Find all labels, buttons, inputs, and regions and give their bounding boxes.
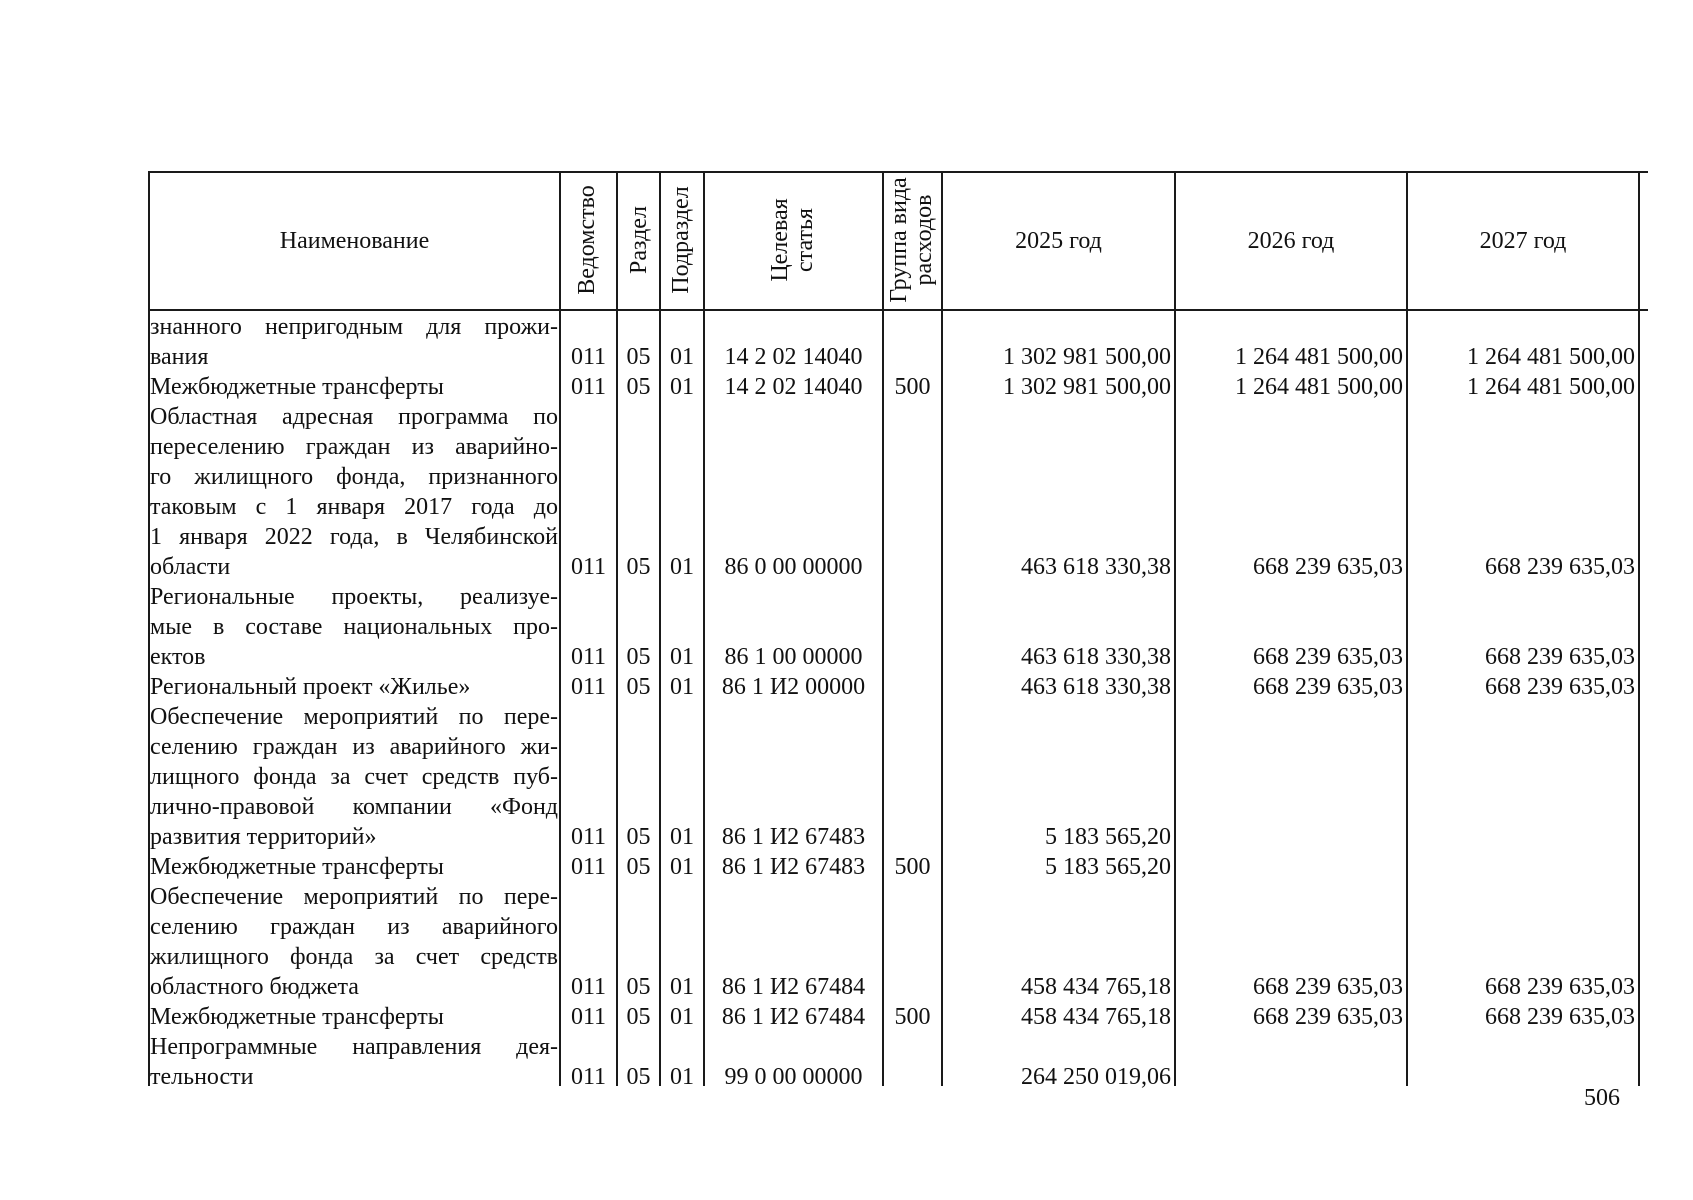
cell-gruppa <box>884 342 941 372</box>
row-name-line: селению граждан из аварийного жи- <box>150 734 558 760</box>
col-border-tselevaya <box>882 171 884 1086</box>
col-border-razdel <box>659 171 661 1086</box>
row-name-line: Межбюджетные трансферты <box>150 374 444 400</box>
cell-razdel: 05 <box>626 374 651 400</box>
cell-podrazdel: 01 <box>670 674 694 700</box>
row-name-line: таковым с 1 января 2017 года до <box>150 494 558 520</box>
cell-vedomstvo: 011 <box>570 644 607 670</box>
cell-2027: 1 264 481 500,00 <box>1467 374 1635 400</box>
row-name-line: Межбюджетные трансферты <box>150 854 444 880</box>
cell-gruppa <box>884 1062 941 1092</box>
cell-gruppa: 500 <box>894 374 931 400</box>
header-podrazdel: Подраздел <box>667 186 694 294</box>
cell-podrazdel: 01 <box>670 374 694 400</box>
cell-razdel: 05 <box>626 1004 651 1030</box>
cell-gruppa <box>884 552 941 582</box>
row-name <box>150 882 558 1002</box>
cell-gruppa <box>884 822 941 852</box>
cell-gruppa: 500 <box>894 1004 931 1030</box>
cell-razdel: 05 <box>626 974 651 1000</box>
row-name-line: Непрограммные направления дея- <box>150 1034 558 1060</box>
header-gruppa-line1: Группа вида <box>886 177 912 303</box>
cell-podrazdel: 01 <box>670 344 694 370</box>
cell-razdel: 05 <box>626 644 651 670</box>
cell-podrazdel: 01 <box>670 854 694 880</box>
cell-gruppa <box>884 672 941 702</box>
cell-tselevaya: 86 0 00 00000 <box>724 554 863 580</box>
cell-podrazdel: 01 <box>670 554 694 580</box>
cell-2026 <box>1176 1062 1403 1092</box>
row-name-line: области <box>150 554 231 580</box>
cell-2025: 458 434 765,18 <box>1021 974 1171 1000</box>
row-name <box>150 372 558 402</box>
cell-vedomstvo: 011 <box>570 824 607 850</box>
col-border-name <box>559 171 561 1086</box>
header-vedomstvo: Ведомство <box>573 185 600 295</box>
cell-2026 <box>1176 852 1403 882</box>
cell-podrazdel: 01 <box>670 974 694 1000</box>
row-name-line: переселению граждан из аварийно- <box>150 434 558 460</box>
cell-razdel: 05 <box>626 344 651 370</box>
row-name-line: лично-правовой компании «Фонд <box>150 794 558 820</box>
row-name-line: Областная адресная программа по <box>150 404 558 430</box>
col-border-podrazdel <box>703 171 705 1086</box>
row-name <box>150 1032 558 1092</box>
row-name-line: знанного непригодным для прожи- <box>150 314 558 340</box>
cell-podrazdel: 01 <box>670 1004 694 1030</box>
cell-2027: 668 239 635,03 <box>1485 644 1635 670</box>
cell-2027: 668 239 635,03 <box>1485 1004 1635 1030</box>
row-name-line: областного бюджета <box>150 974 359 1000</box>
row-name-line: лищного фонда за счет средств пуб- <box>150 764 558 790</box>
cell-podrazdel: 01 <box>670 1064 694 1090</box>
cell-vedomstvo: 011 <box>570 974 607 1000</box>
cell-2026: 1 264 481 500,00 <box>1235 374 1403 400</box>
header-name: Наименование <box>279 227 430 254</box>
cell-tselevaya: 86 1 И2 67484 <box>721 1004 866 1030</box>
header-gruppa <box>885 173 939 307</box>
cell-gruppa <box>884 642 941 672</box>
col-border-right <box>1638 171 1640 1086</box>
cell-2027: 1 264 481 500,00 <box>1467 344 1635 370</box>
row-name <box>150 702 558 852</box>
col-border-ved <box>616 171 618 1086</box>
cell-tselevaya: 14 2 02 14040 <box>724 344 863 370</box>
cell-razdel: 05 <box>626 554 651 580</box>
row-name-line: жилищного фонда за счет средств <box>150 944 558 970</box>
cell-2027: 668 239 635,03 <box>1485 974 1635 1000</box>
row-name-line: Межбюджетные трансферты <box>150 1004 444 1030</box>
row-name-line: вания <box>150 344 209 370</box>
row-name-line: 1 января 2022 года, в Челябинской <box>150 524 558 550</box>
row-name-line: го жилищного фонда, признанного <box>150 464 558 490</box>
cell-2025: 5 183 565,20 <box>1045 824 1171 850</box>
header-razdel: Раздел <box>625 206 652 274</box>
cell-2027: 668 239 635,03 <box>1485 554 1635 580</box>
header-2027: 2027 год <box>1479 227 1567 254</box>
cell-2026: 668 239 635,03 <box>1253 674 1403 700</box>
cell-2025: 1 302 981 500,00 <box>1003 344 1171 370</box>
cell-razdel: 05 <box>626 854 651 880</box>
cell-2027: 668 239 635,03 <box>1485 674 1635 700</box>
row-name <box>150 852 558 882</box>
cell-2025: 463 618 330,38 <box>1021 554 1171 580</box>
row-name <box>150 312 558 372</box>
cell-vedomstvo: 011 <box>570 854 607 880</box>
cell-vedomstvo: 011 <box>570 674 607 700</box>
row-name-line: Обеспечение мероприятий по пере- <box>150 884 558 910</box>
cell-2027 <box>1408 822 1635 852</box>
cell-tselevaya: 86 1 И2 67483 <box>721 854 866 880</box>
row-name <box>150 1002 558 1032</box>
cell-gruppa: 500 <box>894 854 931 880</box>
cell-vedomstvo: 011 <box>570 1004 607 1030</box>
row-name-line: тельности <box>150 1064 254 1090</box>
cell-2026: 1 264 481 500,00 <box>1235 344 1403 370</box>
cell-razdel: 05 <box>626 674 651 700</box>
cell-2025: 463 618 330,38 <box>1021 674 1171 700</box>
cell-2025: 5 183 565,20 <box>1045 854 1171 880</box>
cell-2026: 668 239 635,03 <box>1253 644 1403 670</box>
cell-vedomstvo: 011 <box>570 554 607 580</box>
cell-2026: 668 239 635,03 <box>1253 974 1403 1000</box>
row-name-line: Региональный проект «Жилье» <box>150 674 471 700</box>
cell-vedomstvo: 011 <box>570 1064 607 1090</box>
cell-vedomstvo: 011 <box>570 344 607 370</box>
header-2026: 2026 год <box>1247 227 1335 254</box>
cell-podrazdel: 01 <box>670 824 694 850</box>
header-tselevaya-line1: Целевая <box>767 198 793 282</box>
cell-2025: 458 434 765,18 <box>1021 1004 1171 1030</box>
row-name <box>150 672 558 702</box>
cell-gruppa <box>884 972 941 1002</box>
row-name-line: Региональные проекты, реализуе- <box>150 584 558 610</box>
row-name <box>150 402 558 582</box>
cell-razdel: 05 <box>626 1064 651 1090</box>
row-name <box>150 582 558 672</box>
cell-2026: 668 239 635,03 <box>1253 1004 1403 1030</box>
header-bottom-border <box>148 309 1648 311</box>
cell-tselevaya: 86 1 И2 00000 <box>721 674 866 700</box>
cell-2025: 1 302 981 500,00 <box>1003 374 1171 400</box>
cell-2027 <box>1408 852 1635 882</box>
cell-tselevaya: 86 1 И2 67484 <box>721 974 866 1000</box>
cell-podrazdel: 01 <box>670 644 694 670</box>
row-name-line: ектов <box>150 644 206 670</box>
page-number: 506 <box>1584 1085 1620 1111</box>
header-tselevaya-line2: статья <box>792 208 818 272</box>
cell-tselevaya: 86 1 И2 67483 <box>721 824 866 850</box>
cell-2025: 264 250 019,06 <box>1021 1064 1171 1090</box>
cell-vedomstvo: 011 <box>570 374 607 400</box>
row-name-line: селению граждан из аварийного <box>150 914 558 940</box>
header-2025: 2025 год <box>1015 227 1102 254</box>
row-name-line: мые в составе национальных про- <box>150 614 558 640</box>
cell-razdel: 05 <box>626 824 651 850</box>
cell-2026: 668 239 635,03 <box>1253 554 1403 580</box>
cell-tselevaya: 99 0 00 00000 <box>724 1064 863 1090</box>
header-gruppa-line2: расходов <box>911 194 937 286</box>
cell-2025: 463 618 330,38 <box>1021 644 1171 670</box>
cell-tselevaya: 14 2 02 14040 <box>724 374 863 400</box>
cell-tselevaya: 86 1 00 00000 <box>724 644 863 670</box>
row-name-line: Обеспечение мероприятий по пере- <box>150 704 558 730</box>
row-name-line: развития территорий» <box>150 824 377 850</box>
cell-2026 <box>1176 822 1403 852</box>
header-tselevaya <box>766 173 820 307</box>
